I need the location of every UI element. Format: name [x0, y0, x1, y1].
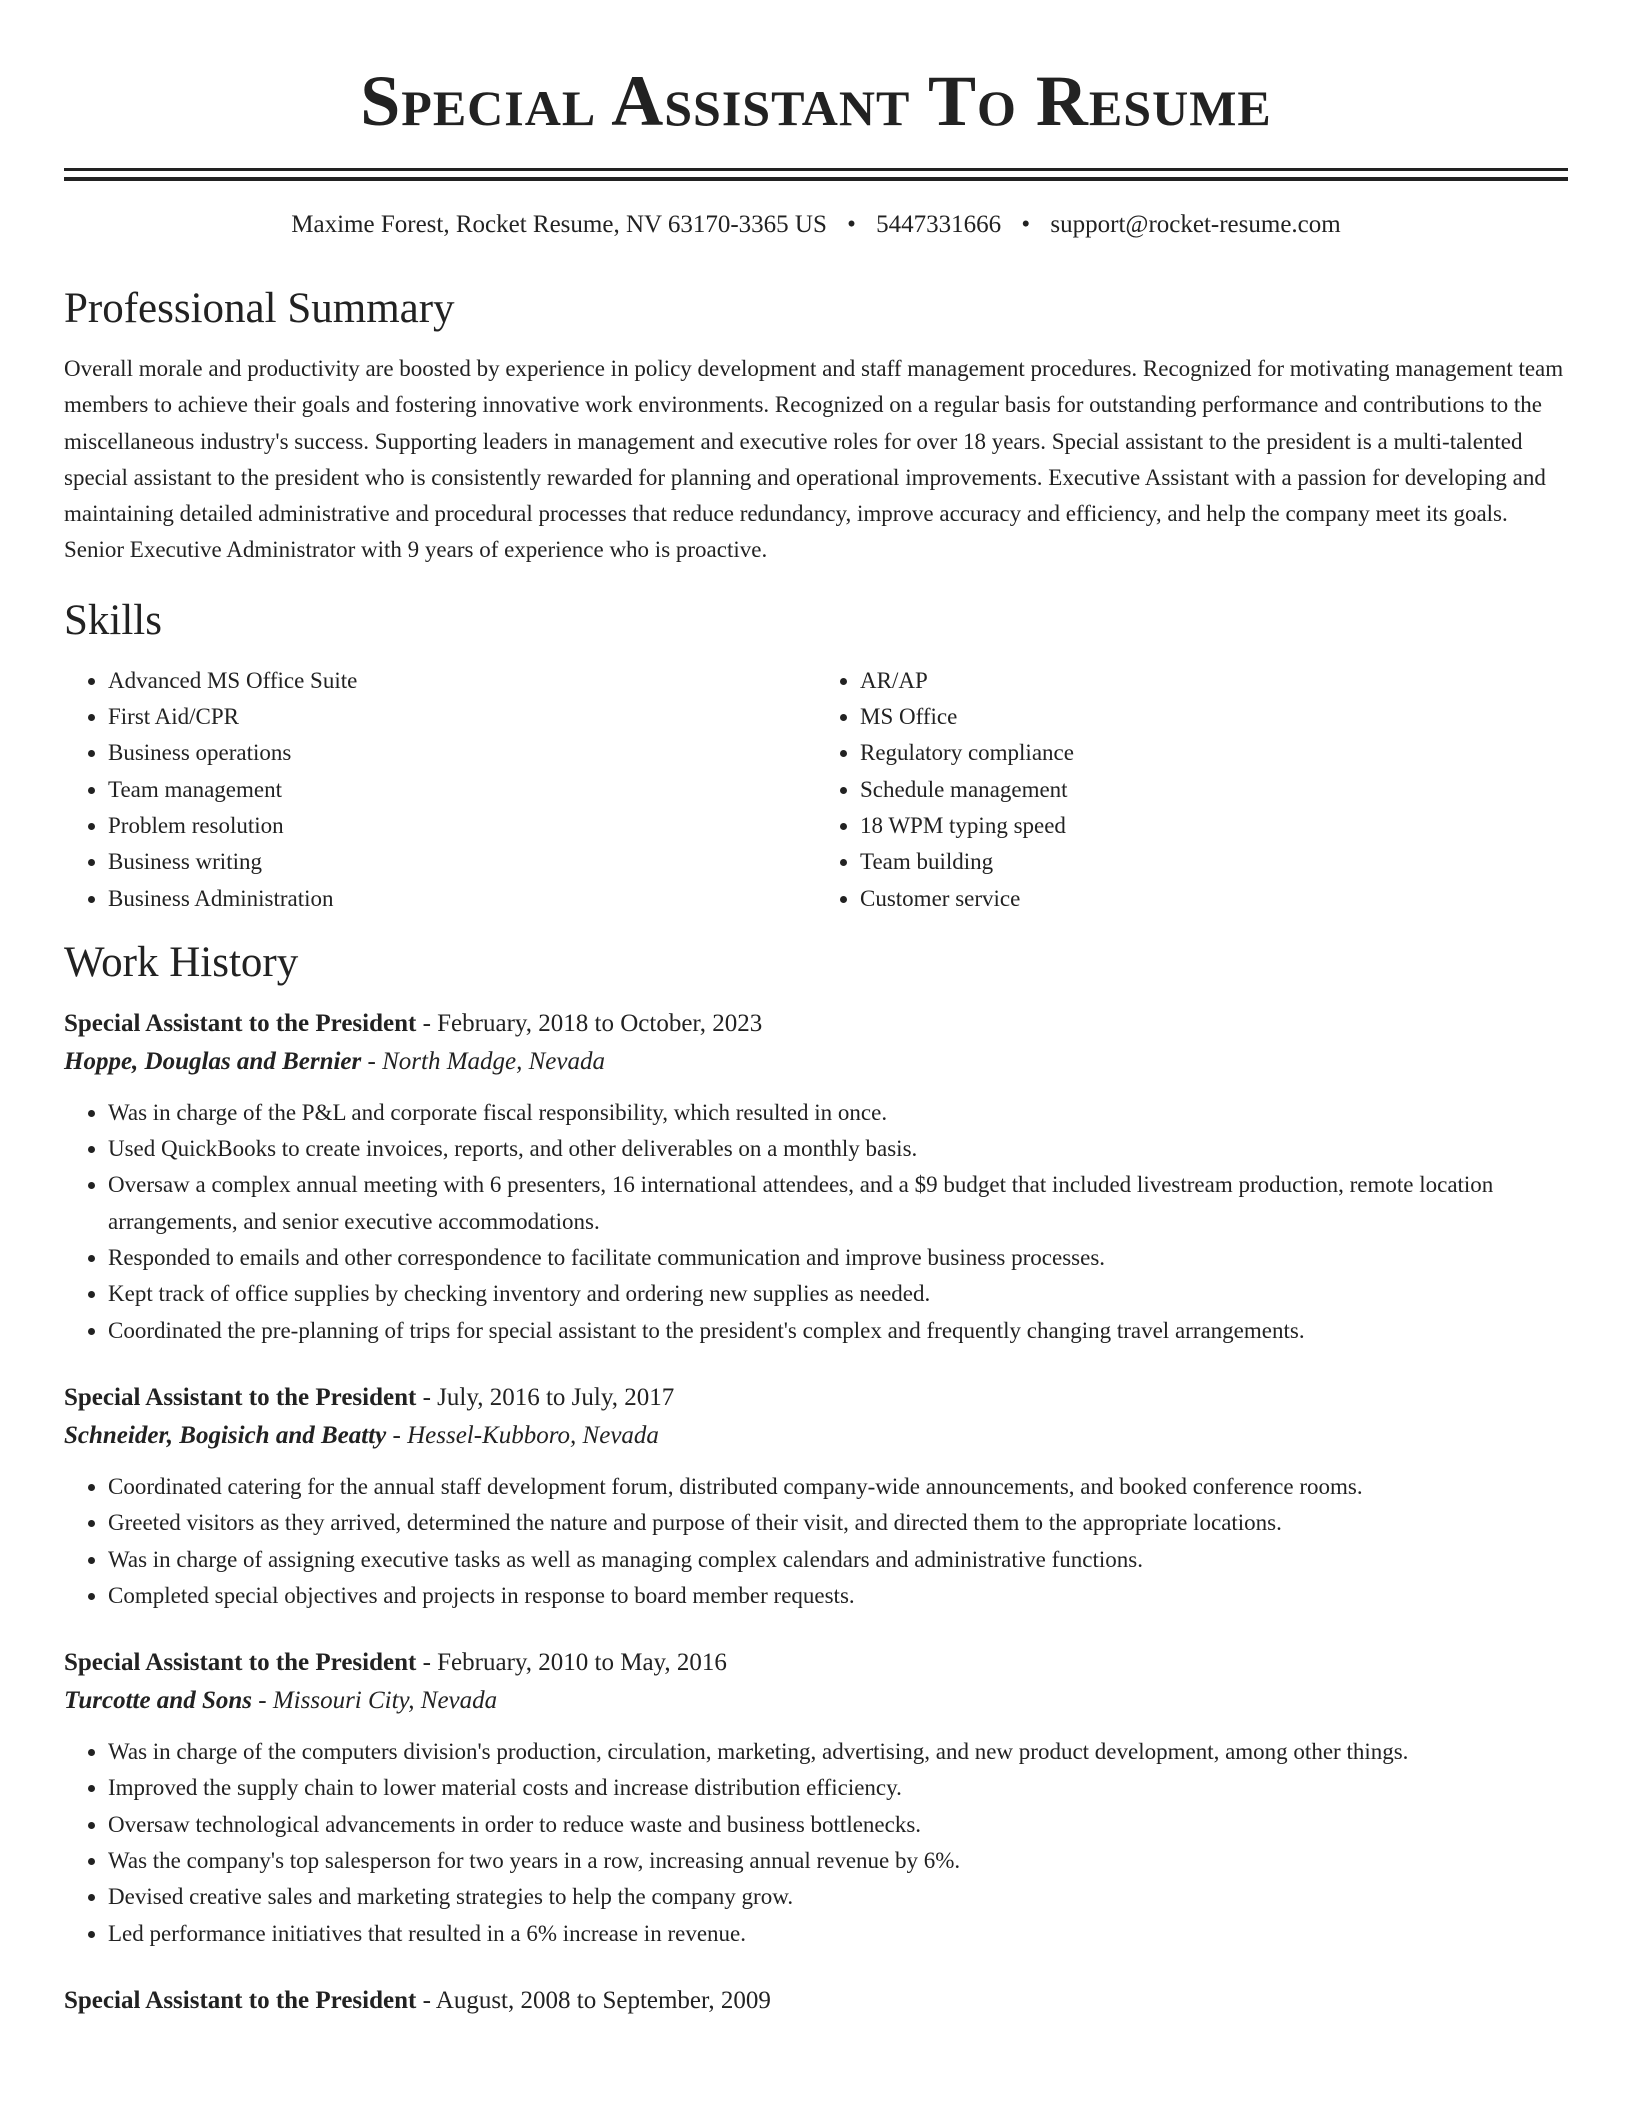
job-bullet: • Was in charge of the P&L and corporate fiscal responsibility, which resulted in once. — [108, 1095, 1568, 1131]
job-title: Special Assistant to the President — [64, 1383, 417, 1411]
job-bullet: • Responded to emails and other correspondence to facilitate communication and improve business processes. — [108, 1240, 1568, 1276]
contact-line — [64, 209, 1568, 241]
job-bullet: • Was the company's top salesperson for two years in a row, increasing annual revenue by 6%. — [108, 1843, 1568, 1879]
company-name: Turcotte and Sons — [64, 1687, 253, 1715]
job-dates: - February, 2010 to May, 2016 — [416, 1649, 727, 1677]
job-bullet: • Devised creative sales and marketing strategies to help the company grow. — [108, 1879, 1568, 1915]
contact-separator: • — [1021, 211, 1031, 238]
job-dates: - July, 2016 to July, 2017 — [416, 1383, 675, 1411]
skills-column-left — [64, 663, 816, 917]
job-title: Special Assistant to the President — [64, 1986, 417, 2014]
job-bullet: • Improved the supply chain to lower material costs and increase distribution efficiency. — [108, 1770, 1568, 1806]
skill-item: • MS Office — [860, 699, 1568, 735]
job-entry — [64, 1379, 1568, 1614]
job-bullet: • Completed special objectives and projects in response to board member requests. — [108, 1578, 1568, 1614]
skills-list — [64, 663, 1568, 917]
skill-item: • Business writing — [108, 844, 816, 880]
skill-item: • Business operations — [108, 735, 816, 771]
work-history-heading: Work History — [64, 938, 299, 986]
job-bullets — [64, 1095, 1568, 1349]
company-line — [64, 1043, 1568, 1081]
contact-separator: • — [847, 211, 856, 238]
skill-item: • Team building — [860, 844, 1568, 880]
job-entry — [64, 1005, 1568, 1349]
job-bullet: • Coordinated catering for the annual staff development forum, distributed company-wide announcements, and booked conference rooms. — [108, 1469, 1568, 1505]
job-bullets — [64, 1734, 1568, 1952]
title-divider — [64, 168, 1568, 181]
company-name: Hoppe, Douglas and Bernier — [64, 1047, 362, 1075]
job-title-line — [64, 1982, 1568, 2020]
job-bullet: • Greeted visitors as they arrived, determined the nature and purpose of their visit, and directed them to the appropriate locations. — [108, 1505, 1568, 1541]
job-dates: - August, 2008 to September, 2009 — [416, 1986, 771, 2014]
company-name: Schneider, Bogisich and Beatty — [64, 1421, 387, 1449]
job-bullet: • Oversaw a complex annual meeting with 6 presenters, 16 international attendees, and a $9 budget that included livestream production, remote location arrangements, and senior executive accommodations. — [108, 1167, 1568, 1240]
contact-address: Maxime Forest, Rocket Resume, NV 63170-3365 US — [291, 211, 827, 238]
job-title: Special Assistant to the President — [64, 1009, 417, 1037]
skill-item: • First Aid/CPR — [108, 699, 816, 735]
skill-item: • Team management — [108, 772, 816, 808]
job-dates: - February, 2018 to October, 2023 — [416, 1009, 763, 1037]
contact-email: support@rocket-resume.com — [1050, 211, 1341, 238]
job-bullet: • Was in charge of assigning executive tasks as well as managing complex calendars and administrative functions. — [108, 1542, 1568, 1578]
skill-item: • Advanced MS Office Suite — [108, 663, 816, 699]
company-location: - Hessel-Kubboro, Nevada — [386, 1421, 659, 1449]
skill-item: • Schedule management — [860, 772, 1568, 808]
company-location: - Missouri City, Nevada — [252, 1687, 498, 1715]
skills-column-right — [816, 663, 1568, 917]
company-line — [64, 1682, 1568, 1720]
job-title-line — [64, 1005, 1568, 1043]
resume-title: Special Assistant To Resume — [360, 61, 1272, 141]
job-bullet: • Led performance initiatives that resulted in a 6% increase in revenue. — [108, 1916, 1568, 1952]
skill-item: • AR/AP — [860, 663, 1568, 699]
job-bullet: • Coordinated the pre-planning of trips for special assistant to the president's complex and frequently changing travel arrangements. — [108, 1313, 1568, 1349]
skill-item: • Problem resolution — [108, 808, 816, 844]
company-line — [64, 1417, 1568, 1455]
job-bullet: • Kept track of office supplies by checking inventory and ordering new supplies as needed. — [108, 1276, 1568, 1312]
skill-item: • Regulatory compliance — [860, 735, 1568, 771]
skills-heading: Skills — [64, 596, 162, 644]
job-bullets — [64, 1469, 1568, 1614]
job-entry — [64, 1644, 1568, 1952]
job-entry — [64, 1982, 1568, 2020]
job-title-line — [64, 1379, 1568, 1417]
summary-heading: Professional Summary — [64, 285, 455, 332]
job-bullet: • Oversaw technological advancements in order to reduce waste and business bottlenecks. — [108, 1807, 1568, 1843]
skill-item: • Customer service — [860, 881, 1568, 917]
skill-item: • Business Administration — [108, 881, 816, 917]
skill-item: • 18 WPM typing speed — [860, 808, 1568, 844]
contact-phone: 5447331666 — [876, 211, 1002, 238]
summary-text: Overall morale and productivity are boosted by experience in policy development and staff management procedures. Recognized for motivating management team members to achieve their goals and fostering innovative work environments. Recognized on a regular basis for outstanding performance and contributions to the miscellaneous industry's success. Supporting leaders in management and executive roles for over 18 years. Special assistant to the president is a multi-talented special assistant to the president who is consistently rewarded for planning and operational improvements. Executive Assistant with a passion for developing and maintaining detailed administrative and procedural processes that reduce redundancy, improve accuracy and efficiency, and help the company meet its goals. Senior Executive Administrator with 9 years of experience who is proactive. — [64, 356, 1564, 563]
job-title-line — [64, 1644, 1568, 1682]
job-bullet: • Was in charge of the computers division's production, circulation, marketing, advertising, and new product development, among other things. — [108, 1734, 1568, 1770]
company-location: - North Madge, Nevada — [361, 1047, 605, 1075]
job-bullet: • Used QuickBooks to create invoices, reports, and other deliverables on a monthly basis. — [108, 1131, 1568, 1167]
job-title: Special Assistant to the President — [64, 1649, 417, 1677]
